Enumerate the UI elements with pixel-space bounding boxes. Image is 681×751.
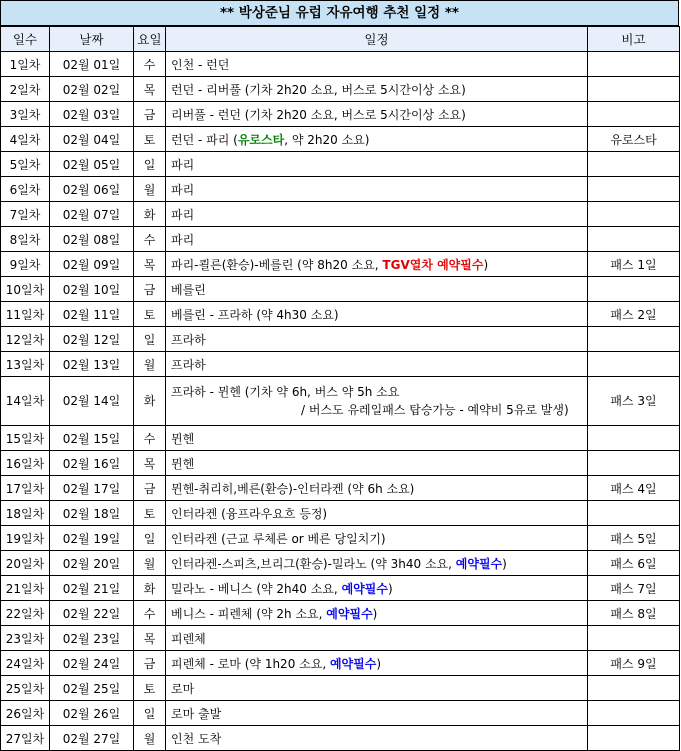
plan-text-end: ): [483, 257, 489, 272]
date-cell: 02월 21일: [50, 576, 134, 601]
weekday-cell: 수: [134, 601, 166, 626]
page-title: ** 박상준님 유럽 자유여행 추천 일정 **: [0, 0, 679, 26]
date-cell: 02월 15일: [50, 426, 134, 451]
date-cell: 02월 23일: [50, 626, 134, 651]
plan-cell: 피렌체: [166, 626, 588, 651]
date-cell: 02월 14일: [50, 377, 134, 426]
date-cell: 02월 20일: [50, 551, 134, 576]
note-cell: [588, 327, 680, 352]
day-cell: 8일차: [1, 227, 50, 252]
header-note: 비고: [588, 27, 680, 52]
plan-cell: 로마: [166, 676, 588, 701]
weekday-cell: 월: [134, 177, 166, 202]
plan-text: 런던 - 파리 (: [171, 132, 238, 147]
table-row: [1, 177, 680, 202]
day-cell: 5일차: [1, 152, 50, 177]
date-cell: 02월 09일: [50, 252, 134, 277]
date-cell: 02월 11일: [50, 302, 134, 327]
plan-cell: [166, 601, 588, 626]
note-cell: [588, 227, 680, 252]
plan-cell: 뮌헨: [166, 451, 588, 476]
table-row: [1, 77, 680, 102]
weekday-cell: 화: [134, 576, 166, 601]
date-cell: 02월 19일: [50, 526, 134, 551]
header-row: [1, 27, 680, 52]
weekday-cell: 월: [134, 551, 166, 576]
plan-text: 피렌체 - 로마 (약 1h20 소요,: [171, 656, 330, 671]
plan-highlight: 예약필수: [329, 656, 377, 671]
weekday-cell: 목: [134, 252, 166, 277]
day-cell: 17일차: [1, 476, 50, 501]
plan-cell: [166, 576, 588, 601]
note-cell: [588, 352, 680, 377]
weekday-cell: 일: [134, 701, 166, 726]
table-row: [1, 601, 680, 626]
plan-cell: 인천 - 런던: [166, 52, 588, 77]
note-cell: [588, 451, 680, 476]
table-row: [1, 227, 680, 252]
weekday-cell: 수: [134, 227, 166, 252]
table-row: [1, 52, 680, 77]
day-cell: 23일차: [1, 626, 50, 651]
weekday-cell: 토: [134, 302, 166, 327]
plan-text: 베니스 - 피렌체 (약 2h 소요,: [171, 606, 327, 621]
date-cell: 02월 05일: [50, 152, 134, 177]
day-cell: 6일차: [1, 177, 50, 202]
plan-cell: 파리: [166, 227, 588, 252]
day-cell: 1일차: [1, 52, 50, 77]
table-row: [1, 352, 680, 377]
note-cell: 패스 5일: [588, 526, 680, 551]
day-cell: 18일차: [1, 501, 50, 526]
day-cell: 7일차: [1, 202, 50, 227]
plan-text: 밀라노 - 베니스 (약 2h40 소요,: [171, 581, 342, 596]
plan-text-line2: / 버스도 유레일패스 탑승가능 - 예약비 5유로 발생): [301, 403, 569, 417]
date-cell: 02월 04일: [50, 127, 134, 152]
weekday-cell: 토: [134, 127, 166, 152]
day-cell: 20일차: [1, 551, 50, 576]
table-row: [1, 277, 680, 302]
note-cell: 패스 4일: [588, 476, 680, 501]
day-cell: 14일차: [1, 377, 50, 426]
weekday-cell: 금: [134, 651, 166, 676]
date-cell: 02월 03일: [50, 102, 134, 127]
day-cell: 3일차: [1, 102, 50, 127]
table-row: [1, 302, 680, 327]
weekday-cell: 금: [134, 476, 166, 501]
plan-cell: 파리: [166, 202, 588, 227]
plan-highlight: 유로스타: [237, 132, 285, 147]
note-cell: 패스 6일: [588, 551, 680, 576]
note-cell: [588, 501, 680, 526]
note-cell: [588, 626, 680, 651]
weekday-cell: 화: [134, 202, 166, 227]
weekday-cell: 목: [134, 451, 166, 476]
plan-cell: 프라하: [166, 352, 588, 377]
table-row: [1, 476, 680, 501]
weekday-cell: 일: [134, 327, 166, 352]
day-cell: 9일차: [1, 252, 50, 277]
note-cell: [588, 426, 680, 451]
table-row: [1, 127, 680, 152]
plan-cell: [166, 551, 588, 576]
day-cell: 26일차: [1, 701, 50, 726]
note-cell: [588, 177, 680, 202]
day-cell: 2일차: [1, 77, 50, 102]
weekday-cell: 일: [134, 152, 166, 177]
note-cell: 패스 9일: [588, 651, 680, 676]
plan-cell: 파리: [166, 177, 588, 202]
date-cell: 02월 26일: [50, 701, 134, 726]
weekday-cell: 수: [134, 52, 166, 77]
plan-text-end: ): [387, 581, 393, 596]
table-row: [1, 252, 680, 277]
date-cell: 02월 07일: [50, 202, 134, 227]
weekday-cell: 목: [134, 626, 166, 651]
plan-cell: 인터라켄 (융프라우요흐 등정): [166, 501, 588, 526]
date-cell: 02월 18일: [50, 501, 134, 526]
note-cell: [588, 52, 680, 77]
table-row: [1, 426, 680, 451]
weekday-cell: 금: [134, 102, 166, 127]
plan-text-end: ): [502, 556, 507, 571]
header-date: 날짜: [50, 27, 134, 52]
day-cell: 21일차: [1, 576, 50, 601]
plan-highlight: 예약필수: [326, 606, 373, 621]
note-cell: 패스 1일: [588, 252, 680, 277]
plan-highlight: TGV열차 예약필수: [382, 257, 484, 272]
date-cell: 02월 02일: [50, 77, 134, 102]
weekday-cell: 화: [134, 377, 166, 426]
itinerary-body: [1, 52, 680, 751]
plan-cell: [166, 252, 588, 277]
plan-text-end: ): [376, 656, 382, 671]
table-row: [1, 451, 680, 476]
plan-cell: [166, 377, 588, 426]
plan-cell: 인터라켄 (근교 루체른 or 베른 당일치기): [166, 526, 588, 551]
day-cell: 25일차: [1, 676, 50, 701]
note-cell: 패스 8일: [588, 601, 680, 626]
date-cell: 02월 17일: [50, 476, 134, 501]
table-row: [1, 551, 680, 576]
day-cell: 10일차: [1, 277, 50, 302]
date-cell: 02월 12일: [50, 327, 134, 352]
date-cell: 02월 10일: [50, 277, 134, 302]
note-cell: 패스 2일: [588, 302, 680, 327]
itinerary-table: [0, 26, 680, 751]
note-cell: 패스 7일: [588, 576, 680, 601]
plan-text-end: ): [372, 606, 378, 621]
plan-cell: 프라하: [166, 327, 588, 352]
table-row: [1, 526, 680, 551]
table-row: [1, 377, 680, 426]
note-cell: [588, 77, 680, 102]
weekday-cell: 월: [134, 352, 166, 377]
note-cell: [588, 701, 680, 726]
day-cell: 11일차: [1, 302, 50, 327]
day-cell: 16일차: [1, 451, 50, 476]
plan-text: 파리-쾰른(환승)-베를린 (약 8h20 소요,: [171, 257, 383, 272]
table-row: [1, 152, 680, 177]
table-row: [1, 651, 680, 676]
table-row: [1, 501, 680, 526]
plan-cell: 로마 출발: [166, 701, 588, 726]
note-cell: [588, 152, 680, 177]
date-cell: 02월 13일: [50, 352, 134, 377]
plan-text: 인터라켄-스피츠,브리그(환승)-밀라노 (약 3h40 소요,: [171, 556, 456, 571]
plan-cell: [166, 127, 588, 152]
table-row: [1, 726, 680, 751]
day-cell: 19일차: [1, 526, 50, 551]
date-cell: 02월 16일: [50, 451, 134, 476]
plan-cell: 파리: [166, 152, 588, 177]
plan-cell: 뮌헨-취리히,베른(환승)-인터라켄 (약 6h 소요): [166, 476, 588, 501]
day-cell: 12일차: [1, 327, 50, 352]
plan-cell: 베를린: [166, 277, 588, 302]
plan-highlight: 예약필수: [455, 556, 503, 571]
header-weekday: 요일: [134, 27, 166, 52]
date-cell: 02월 27일: [50, 726, 134, 751]
table-row: [1, 701, 680, 726]
note-cell: [588, 102, 680, 127]
day-cell: 24일차: [1, 651, 50, 676]
plan-cell: 뮌헨: [166, 426, 588, 451]
table-row: [1, 576, 680, 601]
note-cell: 패스 3일: [588, 377, 680, 426]
day-cell: 27일차: [1, 726, 50, 751]
header-day: 일수: [1, 27, 50, 52]
plan-highlight: 예약필수: [341, 581, 388, 596]
note-cell: [588, 726, 680, 751]
day-cell: 4일차: [1, 127, 50, 152]
weekday-cell: 금: [134, 277, 166, 302]
note-cell: [588, 676, 680, 701]
date-cell: 02월 08일: [50, 227, 134, 252]
plan-cell: 리버풀 - 런던 (기차 2h20 소요, 버스로 5시간이상 소요): [166, 102, 588, 127]
date-cell: 02월 01일: [50, 52, 134, 77]
weekday-cell: 토: [134, 676, 166, 701]
weekday-cell: 토: [134, 501, 166, 526]
table-row: [1, 626, 680, 651]
plan-text-end: , 약 2h20 소요): [284, 132, 370, 147]
table-row: [1, 676, 680, 701]
plan-cell: 인천 도착: [166, 726, 588, 751]
day-cell: 13일차: [1, 352, 50, 377]
weekday-cell: 월: [134, 726, 166, 751]
day-cell: 22일차: [1, 601, 50, 626]
day-cell: 15일차: [1, 426, 50, 451]
header-plan: 일정: [166, 27, 588, 52]
table-row: [1, 327, 680, 352]
date-cell: 02월 06일: [50, 177, 134, 202]
note-cell: [588, 202, 680, 227]
weekday-cell: 일: [134, 526, 166, 551]
table-row: [1, 102, 680, 127]
plan-cell: 런던 - 리버풀 (기차 2h20 소요, 버스로 5시간이상 소요): [166, 77, 588, 102]
weekday-cell: 수: [134, 426, 166, 451]
note-cell: 유로스타: [588, 127, 680, 152]
note-cell: [588, 277, 680, 302]
date-cell: 02월 22일: [50, 601, 134, 626]
plan-text: 프라하 - 뮌헨 (기차 약 6h, 버스 약 5h 소요: [171, 385, 400, 399]
date-cell: 02월 25일: [50, 676, 134, 701]
plan-cell: [166, 651, 588, 676]
date-cell: 02월 24일: [50, 651, 134, 676]
weekday-cell: 목: [134, 77, 166, 102]
table-row: [1, 202, 680, 227]
plan-cell: 베를린 - 프라하 (약 4h30 소요): [166, 302, 588, 327]
